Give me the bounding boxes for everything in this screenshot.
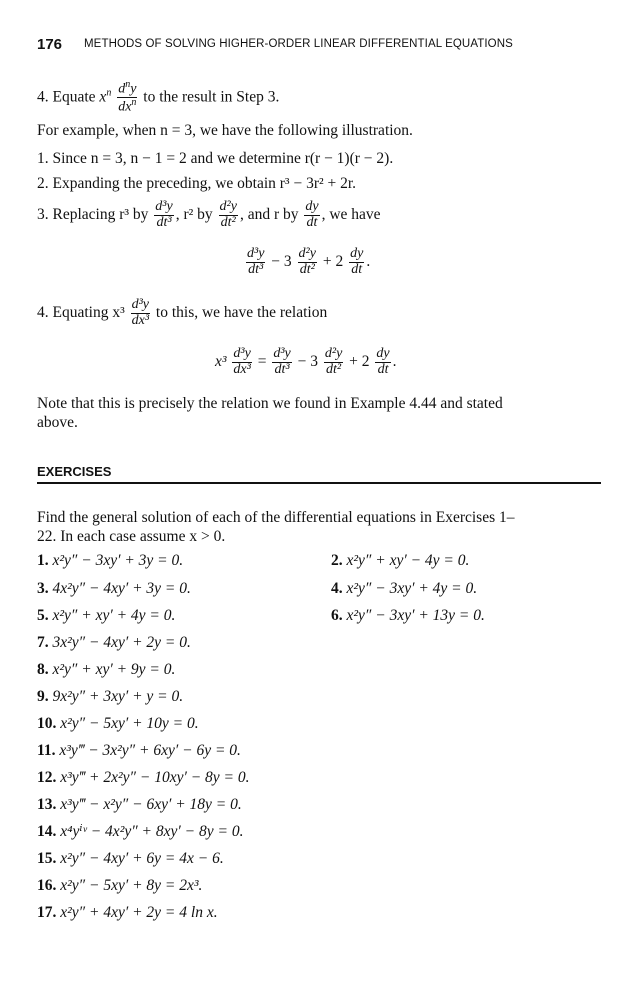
step4-frac-y: y (130, 81, 137, 97)
display-expression-1 (244, 247, 370, 277)
exercises-intro-2: 22. In each case assume x > 0. (37, 528, 226, 545)
disp2-frac-d3y-dx3: $\frac{\text{d³y}}{\text{dx³}}$ (233, 346, 251, 377)
disp2-frac-d2y-dt2: $\frac{\text{d²y}}{\text{dt²}}$ (324, 346, 343, 377)
disp2-frac-dy-dt: $\frac{dy}{dt}$ (376, 346, 390, 377)
step4-x-exp: n (106, 87, 112, 99)
line4-b: to this, we have the relation (155, 303, 328, 321)
step4-x: x (99, 88, 107, 106)
line3-d: , we have (321, 205, 381, 223)
step4-general (37, 80, 279, 116)
exercises-heading: EXERCISES (37, 464, 112, 479)
exercise-item: 4. x²y″ − 3xy′ + 4y = 0. (331, 580, 478, 597)
exercise-item: 2. x²y″ + xy′ − 4y = 0. (331, 552, 470, 569)
exercise-item: 9. 9x²y″ + 3xy′ + y = 0. (37, 688, 184, 705)
exercise-item: 13. x³y‴ − x²y″ − 6xy′ + 18y = 0. (37, 796, 242, 813)
line3-frac-d2y-dt2: $\frac{\text{d²y}}{\text{dt²}}$ (219, 199, 237, 230)
disp1-minus3: − 3 (271, 252, 292, 270)
exercise-item: 15. x²y″ − 4xy′ + 6y = 4x − 6. (37, 850, 224, 867)
step4-frac-dx-exp: n (131, 97, 137, 109)
exercise-item: 8. x²y″ + xy′ + 9y = 0. (37, 661, 176, 678)
disp2-x3: x³ (215, 352, 227, 370)
note-line-2: above. (37, 414, 78, 431)
heading-rule (37, 482, 601, 484)
page-number: 176 (37, 36, 63, 53)
example-line-2: 2. Expanding the preceding, we obtain r³ − 3r² + 2r. (37, 175, 357, 192)
line3-frac-dy-dt: $\frac{dy}{dt}$ (305, 199, 319, 230)
step4-frac-d-exp: n (125, 79, 131, 90)
step4-tail: to the result in Step 3. (143, 88, 280, 106)
exercise-item: 7. 3x²y″ − 4xy′ + 2y = 0. (37, 634, 191, 651)
line3-a: 3. Replacing r³ by (37, 205, 149, 223)
step4-fraction (117, 80, 137, 116)
note-line-1: Note that this is precisely the relation we found in Example 4.44 and stated (37, 395, 503, 412)
disp1-frac-d3y-dt3: $\frac{\text{d³y}}{\text{dt³}}$ (247, 246, 265, 277)
exercise-item: 10. x²y″ − 5xy′ + 10y = 0. (37, 715, 199, 732)
example-intro: For example, when n = 3, we have the following illustration. (37, 122, 413, 139)
disp1-period: . (366, 252, 371, 270)
example-line-4 (37, 298, 327, 328)
line4-a: 4. Equating x³ (37, 303, 125, 321)
disp1-plus2: + 2 (322, 252, 344, 270)
disp2-minus3: − 3 (297, 352, 318, 370)
step4-frac-d: d (118, 81, 126, 97)
exercise-item: 1. x²y″ − 3xy′ + 3y = 0. (37, 552, 184, 569)
exercise-item: 3. 4x²y″ − 4xy′ + 3y = 0. (37, 580, 191, 597)
disp2-period: . (392, 352, 397, 370)
disp1-frac-dy-dt: $\frac{dy}{dt}$ (350, 246, 364, 277)
exercise-item: 6. x²y″ − 3xy′ + 13y = 0. (331, 607, 485, 624)
exercise-item: 17. x²y″ + 4xy′ + 2y = 4 ln x. (37, 904, 218, 921)
example-line-3 (37, 200, 381, 230)
exercise-item: 14. x⁴yⁱᵛ − 4x²y″ + 8xy′ − 8y = 0. (37, 823, 244, 840)
disp1-frac-d2y-dt2: $\frac{\text{d²y}}{\text{dt²}}$ (298, 246, 316, 277)
step4-frac-dx: dx (118, 100, 132, 115)
exercise-item: 16. x²y″ − 5xy′ + 8y = 2x³. (37, 877, 203, 894)
disp2-frac-d3y-dt3: $\frac{\text{d³y}}{\text{dt³}}$ (273, 346, 291, 377)
disp2-plus2: + 2 (349, 352, 370, 370)
step4-label: 4. Equate (37, 88, 96, 106)
display-expression-2 (215, 347, 397, 377)
exercise-item: 11. x³y‴ − 3x²y″ + 6xy′ − 6y = 0. (37, 742, 241, 759)
exercises-intro-1: Find the general solution of each of the differential equations in Exercises 1– (37, 509, 515, 526)
running-title: METHODS OF SOLVING HIGHER-ORDER LINEAR DIFFERENTIAL EQUATIONS (84, 38, 513, 50)
exercise-item: 5. x²y″ + xy′ + 4y = 0. (37, 607, 176, 624)
line3-frac-d3y-dt3: $\frac{\text{d³y}}{\text{dt³}}$ (155, 199, 173, 230)
line3-c: , and r by (239, 205, 299, 223)
exercise-item: 12. x³y‴ + 2x²y″ − 10xy′ − 8y = 0. (37, 769, 250, 786)
disp2-eq: = (257, 352, 267, 370)
line4-frac-d3y-dx3: $\frac{\text{d³y}}{\text{dx³}}$ (131, 297, 150, 328)
example-line-1: 1. Since n = 3, n − 1 = 2 and we determine r(r − 1)(r − 2). (37, 150, 394, 167)
line3-b: , r² by (175, 205, 213, 223)
